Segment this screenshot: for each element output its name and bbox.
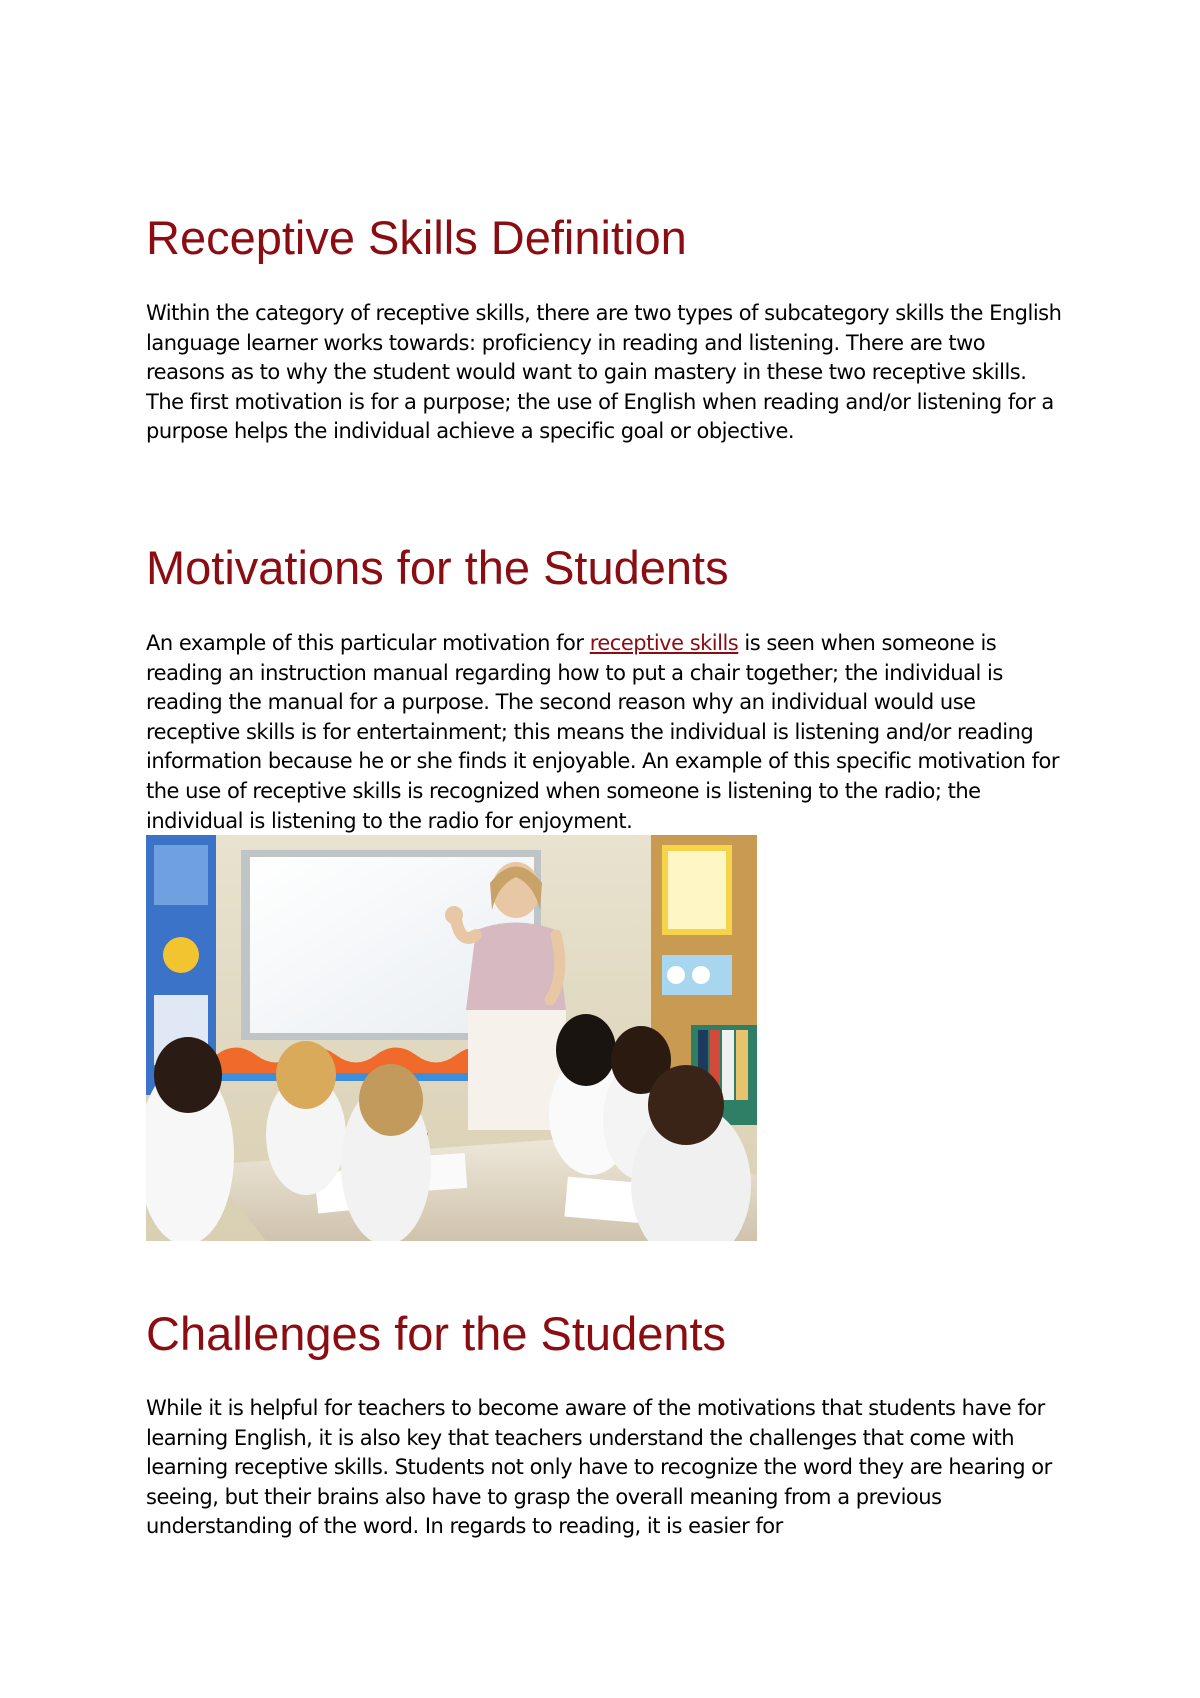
motivations-text-before-link: An example of this particular motivation for (146, 631, 590, 655)
paragraph-challenges: While it is helpful for teachers to become aware of the motivations that students have for learning English, it is also key that teachers understand the challenges that come with learning receptive skills. Students not only have to recognize the word they are hearing or seeing, but their brains also have to grasp the overall meaning from a previous understanding of the word. In regards to reading, it is easier for (146, 1396, 1052, 1539)
heading-motivations: Motivations for the Students (146, 541, 729, 594)
paragraph-motivations (146, 629, 1066, 836)
heading-receptive-skills-definition: Receptive Skills Definition (146, 211, 687, 264)
heading-challenges: Challenges for the Students (146, 1307, 727, 1360)
receptive-skills-link[interactable]: receptive skills (589, 631, 739, 655)
paragraph-definition: Within the category of receptive skills, there are two types of subcategory skills the English language learner works towards: proficiency in reading and listening. There are two reasons as to why the student would want to gain mastery in these two receptive skills. The first motivation is for a purpose; the use of English when reading and/or listening for a purpose helps the individual achieve a specific goal or objective. (146, 301, 1062, 444)
motivations-text-after-link: is seen when someone is reading an instruction manual regarding how to put a chair together; the individual is reading the manual for a purpose. The second reason why an individual would use receptive skills is for entertainment; this means the individual is listening and/or reading information because he or she finds it enjoyable. An example of this specific motivation for the use of receptive skills is recognized when someone is listening to the radio; the individual is listening to the radio for enjoyment. (146, 631, 1059, 833)
classroom-photo (146, 835, 757, 1241)
